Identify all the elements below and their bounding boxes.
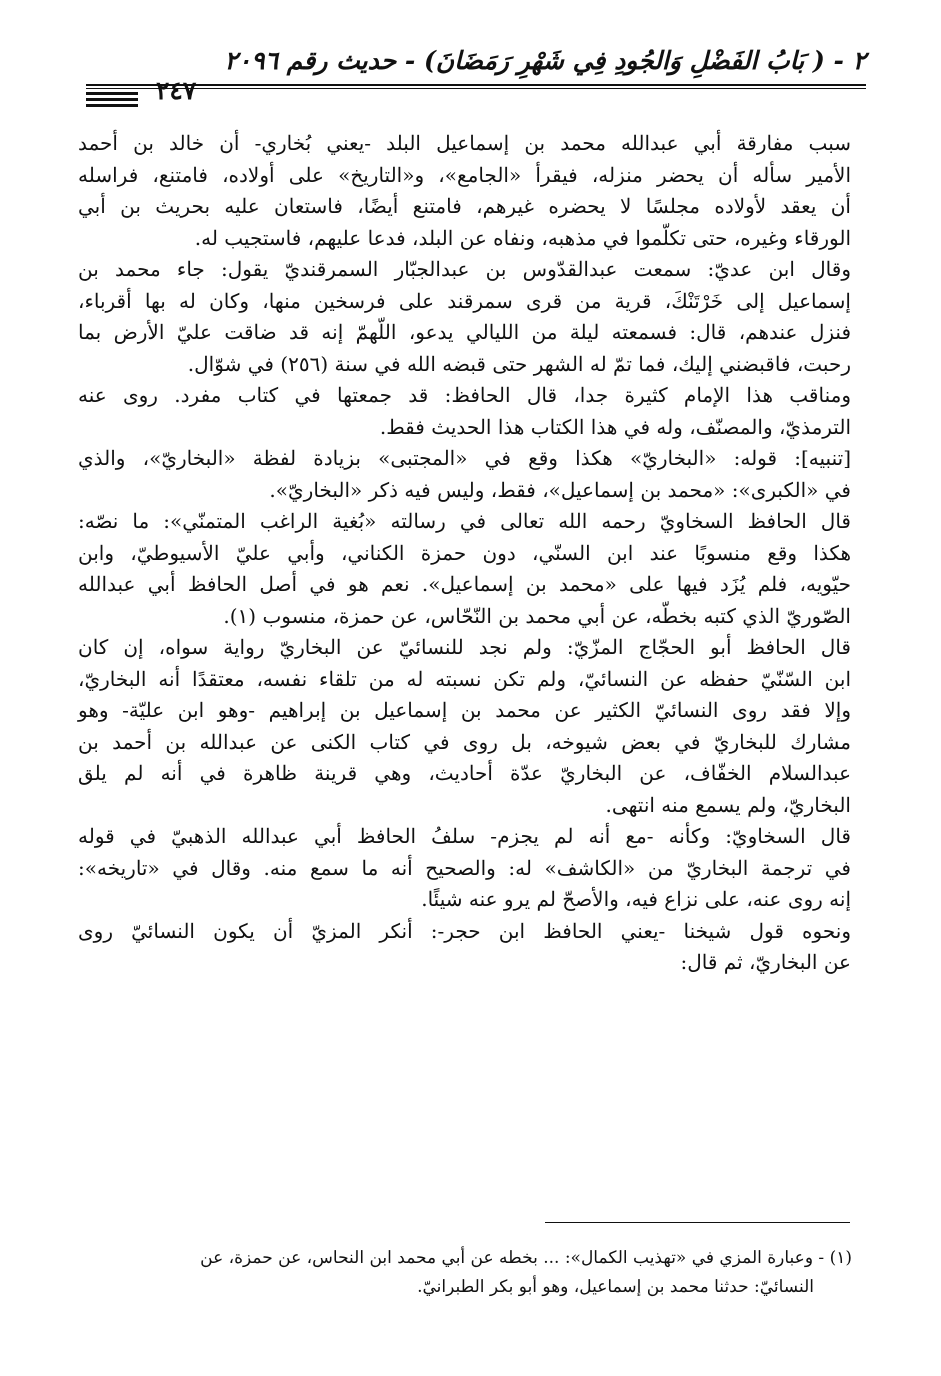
text-line: في «الكبرى»: «محمد بن إسماعيل»، فقط، وليس فيه ذكر «البخاريّ».: [269, 477, 851, 502]
footnote-line: (١) - وعبارة المزي في «تهذيب الكمال»: ... بخطه عن أبي محمد ابن النحاس، عن حمزة، عن: [200, 1248, 852, 1268]
text-line: ومناقب هذا الإمام كثيرة جدا، قال الحافظ: قد جمعتها في كتاب مفرد. روى عنه: [78, 383, 851, 407]
text-line: الترمذيّ، والمصنّف، وله في هذا الكتاب هذا الحديث فقط.: [379, 414, 851, 439]
footnote-separator: [545, 1222, 850, 1223]
text-line: قال الحافظ أبو الحجّاج المزّيّ: ولم نجد للنسائيّ عن البخاريّ رواية سواه، إن كان: [78, 635, 851, 659]
text-line: الصّوريّ الذي كتبه بخطّه، عن أبي محمد بن النّحّاس، عن حمزة، منسوب (١).: [223, 603, 851, 628]
text-line: البخاريّ، ولم يسمع منه انتهى.: [605, 792, 851, 817]
footnotes: [82, 1244, 852, 1302]
footnote-line: النسائيّ: حدثنا محمد بن إسماعيل، وهو أبو بكر الطبرانيّ.: [417, 1277, 814, 1297]
text-line: ونحوه قول شيخنا -يعني الحافظ ابن حجر-: أنكر المزيّ أن يكون النسائيّ روى: [78, 918, 851, 943]
page-header: [86, 46, 866, 105]
text-line: قال الحافظ السخاويّ رحمه الله تعالى في رسالته «بُغية الراغب المتمنّي»: ما نصّه:: [78, 509, 851, 533]
header-rule-thin: [86, 88, 866, 89]
text-line: رحبت، فاقبضني إليك، فما تمّ له الشهر حتى قبضه الله في سنة (٢٥٦) في شوّال.: [187, 351, 851, 376]
text-line: عن البخاريّ، ثم قال:: [680, 950, 851, 974]
text-line: ابن السّنّيّ حفظه عن النسائيّ، ولم تكن نسبته له من تلقاء نفسه، معتقدًا أنه البخاريّ،: [78, 666, 851, 691]
page-number-rule: [86, 104, 138, 107]
text-line: سبب مفارقة أبي عبدالله محمد بن إسماعيل البلد -يعني بُخاري- أن خالد بن أحمد: [78, 131, 851, 155]
text-line: إنه روى عنه، على نزاع فيه، والأصحّ لم يرو عنه شيئًا.: [421, 887, 851, 911]
page-number-rule: [86, 92, 138, 95]
text-line: أن يعقد لأولاده مجلسًا لا يحضره غيرهم، فامتنع أيضًا، فاستعان عليه بحريث بن أبي: [78, 194, 851, 218]
text-line: إسماعيل إلى خَرْتَنْكَ، قرية من قرى سمرقند على فرسخين منها، وكان له بها أقرباء،: [78, 288, 851, 313]
text-line: هكذا وقع منسوبًا عند ابن السنّي، دون حمزة الكناني، وأبي عليّ الأسيوطيّ، وابن: [78, 540, 851, 565]
text-line: قال السخاويّ: وكأنه -مع أنه لم يجزم- سلفُ الحافظ أبي عبدالله الذهبيّ في قوله: [78, 824, 851, 848]
text-line: [تنبيه]: قوله: «البخاريّ» هكذا وقع في «المجتبى» بزيادة لفظة «البخاريّ»، والذي: [78, 446, 851, 470]
main-text: [78, 128, 851, 979]
text-line: فنزل عندهم، قال: فسمعته ليلة من الليالي يدعو، اللّهمّ إنه قد ضاقت عليّ الأرض بما: [78, 320, 851, 344]
running-title: ٢ - ( بَابُ الفَضْلِ وَالجُودِ فِي شَهْرِ رَمَضَانَ) - حديث رقم ٢٠٩٦: [224, 46, 866, 75]
text-line: الأمير سأله أن يحضر منزله، فيقرأ «الجامع»، و«التاريخ» على أولاده، فامتنع، فراسله: [78, 162, 851, 187]
text-line: حيّويه، فلم يُزَد فيها على «محمد بن إسماعيل». نعم هو في أصل الحافظ أبي عبدالله: [78, 572, 851, 596]
header-rule: [86, 84, 866, 86]
page-number-rule: [86, 98, 138, 101]
text-line: وقال ابن عديّ: سمعت عبدالقدّوس بن عبدالجبّار السمرقنديّ يقول: جاء محمد بن: [78, 257, 851, 281]
text-line: وإلا فقد روى النسائيّ الكثير عن محمد بن إسماعيل بن إبراهيم -وهو ابن عليّة- وهو: [78, 698, 851, 722]
page-number: ٢٤٧: [156, 76, 197, 105]
text-line: في ترجمة البخاريّ من «الكاشف» له: والصحيح أنه ما سمع منه. وقال في «تاريخه»:: [78, 855, 851, 880]
text-line: عبدالسلام الخفّاف، عن البخاريّ عدّة أحاديث، وهي قرينة ظاهرة في أنه لم يلق: [78, 761, 851, 785]
text-line: الورقاء وغيره، حتى تكلّموا في مذهبه، ونفاه عن البلد، فدعا عليهم، فاستجيب له.: [194, 225, 851, 250]
text-line: مشارك للبخاريّ في بعض شيوخه، بل روى في كتاب الكنى عن عبدالله بن أحمد بن: [78, 729, 851, 754]
